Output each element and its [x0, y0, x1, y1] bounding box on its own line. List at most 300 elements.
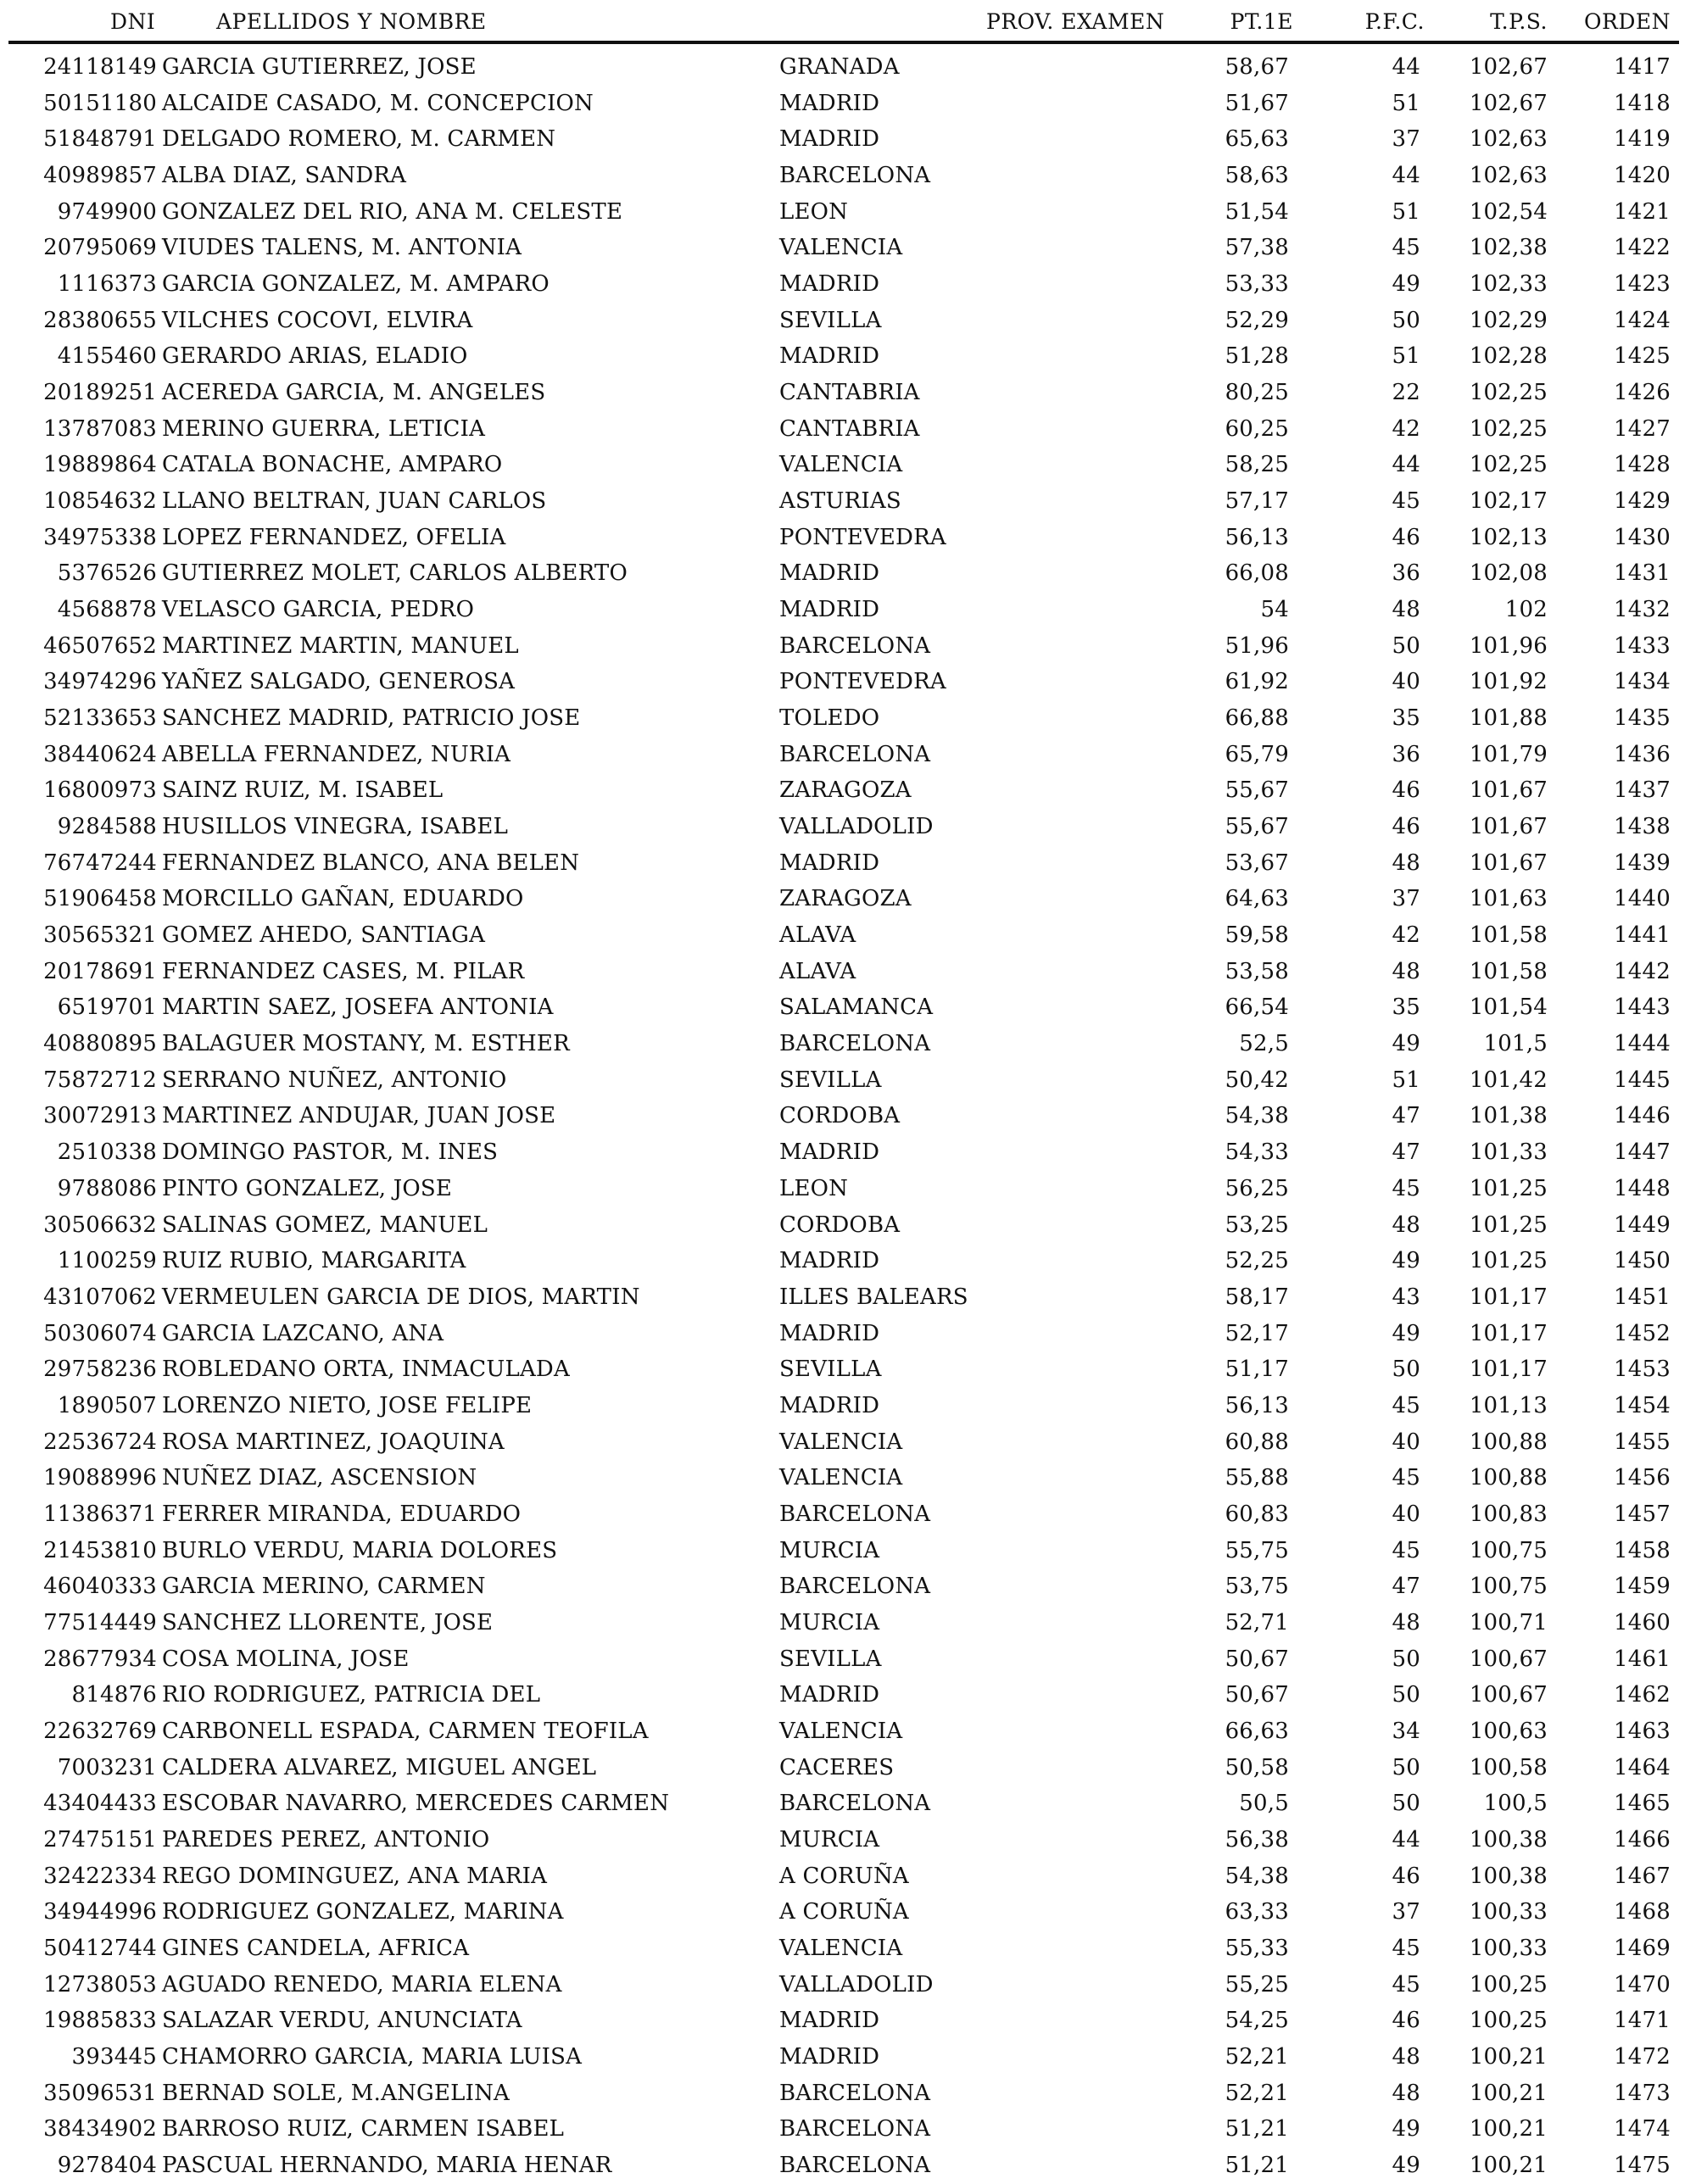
cell-prov-examen: MADRID: [779, 597, 880, 623]
table-row: [0, 1460, 1696, 1496]
header-prov-examen: PROV. EXAMEN: [986, 9, 1165, 34]
cell-pt1e: 58,25: [1225, 452, 1289, 478]
cell-orden: 1419: [1614, 126, 1671, 153]
table-row: [0, 737, 1696, 773]
cell-name: BERNAD SOLE, M.ANGELINA: [162, 2080, 510, 2106]
cell-tps: 101,92: [1469, 669, 1548, 695]
cell-tps: 101,67: [1469, 777, 1548, 804]
cell-orden: 1473: [1614, 2080, 1671, 2106]
table-row: [0, 1894, 1696, 1930]
cell-pt1e: 54,33: [1225, 1139, 1289, 1166]
cell-dni: 12738053: [43, 1971, 157, 1997]
cell-dni: 19885833: [43, 2008, 157, 2034]
cell-dni: 43404433: [43, 1791, 157, 1817]
cell-prov-examen: CANTABRIA: [779, 415, 920, 442]
cell-prov-examen: TOLEDO: [779, 705, 880, 732]
table-row: [0, 1316, 1696, 1352]
cell-pt1e: 50,5: [1239, 1791, 1289, 1817]
cell-pt1e: 52,5: [1239, 1031, 1289, 1057]
table-row: [0, 700, 1696, 737]
cell-orden: 1435: [1614, 705, 1671, 732]
header-name: APELLIDOS Y NOMBRE: [216, 9, 487, 34]
cell-orden: 1443: [1614, 994, 1671, 1021]
cell-name: VILCHES COCOVI, ELVIRA: [162, 307, 473, 333]
cell-pt1e: 63,33: [1225, 1899, 1289, 1925]
cell-tps: 102: [1504, 597, 1548, 623]
cell-pfc: 42: [1392, 922, 1420, 949]
cell-dni: 27475151: [43, 1826, 157, 1852]
cell-orden: 1440: [1614, 886, 1671, 912]
cell-prov-examen: ALAVA: [779, 922, 856, 949]
cell-orden: 1437: [1614, 777, 1671, 804]
table-row: [0, 266, 1696, 303]
cell-orden: 1462: [1614, 1682, 1671, 1708]
cell-dni: 77514449: [43, 1609, 157, 1635]
cell-tps: 102,29: [1469, 307, 1548, 333]
cell-name: BURLO VERDU, MARIA DOLORES: [162, 1537, 558, 1563]
cell-pfc: 45: [1392, 1935, 1420, 1961]
cell-pt1e: 55,67: [1225, 777, 1289, 804]
cell-pt1e: 53,58: [1225, 958, 1289, 984]
cell-pfc: 50: [1392, 1791, 1420, 1817]
cell-pt1e: 65,79: [1225, 741, 1289, 767]
cell-tps: 100,21: [1469, 2080, 1548, 2106]
cell-orden: 1427: [1614, 415, 1671, 442]
table-row: [0, 520, 1696, 556]
cell-dni: 34974296: [43, 669, 157, 695]
cell-pfc: 50: [1392, 632, 1420, 659]
table-row: [0, 917, 1696, 954]
table-row: [0, 1750, 1696, 1786]
cell-dni: 7003231: [57, 1754, 157, 1780]
cell-dni: 30072913: [43, 1103, 157, 1129]
cell-name: VIUDES TALENS, M. ANTONIA: [162, 235, 522, 261]
cell-prov-examen: MADRID: [779, 1392, 880, 1418]
cell-tps: 101,17: [1469, 1357, 1548, 1383]
cell-dni: 30506632: [43, 1212, 157, 1238]
cell-name: GARCIA LAZCANO, ANA: [162, 1320, 444, 1346]
cell-dni: 40880895: [43, 1031, 157, 1057]
table-row: [0, 375, 1696, 411]
cell-pfc: 47: [1392, 1574, 1420, 1600]
cell-name: GARCIA GONZALEZ, M. AMPARO: [162, 271, 550, 298]
cell-prov-examen: VALLADOLID: [779, 1971, 934, 1997]
cell-pt1e: 60,25: [1225, 415, 1289, 442]
cell-name: RUIZ RUBIO, MARGARITA: [162, 1248, 466, 1274]
cell-prov-examen: BARCELONA: [779, 2080, 931, 2106]
cell-orden: 1460: [1614, 1609, 1671, 1635]
cell-dni: 50151180: [43, 90, 157, 116]
cell-orden: 1423: [1614, 271, 1671, 298]
cell-pt1e: 61,92: [1225, 669, 1289, 695]
cell-tps: 100,67: [1469, 1646, 1548, 1672]
table-row: [0, 2039, 1696, 2075]
cell-pfc: 44: [1392, 54, 1420, 80]
cell-pt1e: 55,67: [1225, 814, 1289, 840]
cell-name: MARTINEZ ANDUJAR, JUAN JOSE: [162, 1103, 556, 1129]
cell-pfc: 51: [1392, 90, 1420, 116]
cell-prov-examen: CORDOBA: [779, 1212, 901, 1238]
cell-tps: 100,88: [1469, 1465, 1548, 1491]
cell-tps: 101,96: [1469, 632, 1548, 659]
cell-pfc: 45: [1392, 1175, 1420, 1201]
cell-pfc: 50: [1392, 1646, 1420, 1672]
cell-prov-examen: MADRID: [779, 1320, 880, 1346]
cell-orden: 1470: [1614, 1971, 1671, 1997]
cell-name: VERMEULEN GARCIA DE DIOS, MARTIN: [162, 1284, 640, 1310]
cell-pt1e: 80,25: [1225, 380, 1289, 406]
cell-pfc: 46: [1392, 2008, 1420, 2034]
cell-dni: 28380655: [43, 307, 157, 333]
cell-tps: 102,25: [1469, 452, 1548, 478]
table-row: [0, 1134, 1696, 1171]
table-row: [0, 194, 1696, 231]
header-pt1e: PT.1E: [1230, 9, 1293, 34]
cell-prov-examen: CANTABRIA: [779, 380, 920, 406]
cell-prov-examen: ZARAGOZA: [779, 886, 912, 912]
cell-prov-examen: PONTEVEDRA: [779, 524, 946, 550]
cell-name: BARROSO RUIZ, CARMEN ISABEL: [162, 2116, 565, 2142]
cell-name: FERNANDEZ CASES, M. PILAR: [162, 958, 525, 984]
table-row: [0, 1098, 1696, 1134]
cell-pt1e: 51,17: [1225, 1357, 1289, 1383]
cell-tps: 102,13: [1469, 524, 1548, 550]
cell-tps: 100,21: [1469, 2116, 1548, 2142]
cell-name: PINTO GONZALEZ, JOSE: [162, 1175, 453, 1201]
table-row: [0, 1641, 1696, 1678]
cell-name: ALCAIDE CASADO, M. CONCEPCION: [162, 90, 594, 116]
cell-pt1e: 58,67: [1225, 54, 1289, 80]
cell-dni: 32422334: [43, 1863, 157, 1889]
cell-orden: 1456: [1614, 1465, 1671, 1491]
cell-pt1e: 60,83: [1225, 1501, 1289, 1527]
cell-prov-examen: PONTEVEDRA: [779, 669, 946, 695]
cell-name: MERINO GUERRA, LETICIA: [162, 415, 486, 442]
cell-dni: 1890507: [57, 1392, 157, 1418]
cell-pfc: 43: [1392, 1284, 1420, 1310]
table-row: [0, 1605, 1696, 1641]
cell-tps: 101,25: [1469, 1248, 1548, 1274]
cell-tps: 101,17: [1469, 1284, 1548, 1310]
cell-name: GUTIERREZ MOLET, CARLOS ALBERTO: [162, 560, 628, 587]
cell-name: GARCIA GUTIERREZ, JOSE: [162, 54, 477, 80]
cell-pt1e: 51,54: [1225, 198, 1289, 225]
cell-pfc: 37: [1392, 886, 1420, 912]
cell-dni: 46507652: [43, 632, 157, 659]
cell-orden: 1442: [1614, 958, 1671, 984]
table-row: [0, 1171, 1696, 1207]
cell-name: GOMEZ AHEDO, SANTIAGA: [162, 922, 486, 949]
cell-name: NUÑEZ DIAZ, ASCENSION: [162, 1465, 477, 1491]
cell-pfc: 49: [1392, 1031, 1420, 1057]
cell-prov-examen: SEVILLA: [779, 1357, 882, 1383]
cell-dni: 38434902: [43, 2116, 157, 2142]
cell-pfc: 45: [1392, 235, 1420, 261]
cell-pt1e: 56,25: [1225, 1175, 1289, 1201]
header-tps: T.P.S.: [1490, 9, 1548, 34]
table-row: [0, 628, 1696, 665]
cell-pt1e: 51,21: [1225, 2152, 1289, 2178]
cell-orden: 1469: [1614, 1935, 1671, 1961]
cell-pt1e: 65,63: [1225, 126, 1289, 153]
table-row: [0, 230, 1696, 266]
cell-prov-examen: MURCIA: [779, 1826, 880, 1852]
cell-tps: 100,71: [1469, 1609, 1548, 1635]
cell-prov-examen: ILLES BALEARS: [779, 1284, 968, 1310]
cell-pfc: 48: [1392, 850, 1420, 876]
cell-pt1e: 59,58: [1225, 922, 1289, 949]
cell-dni: 30565321: [43, 922, 157, 949]
cell-pfc: 51: [1392, 1067, 1420, 1093]
cell-dni: 5376526: [57, 560, 157, 587]
cell-tps: 100,63: [1469, 1718, 1548, 1744]
table-row: [0, 1822, 1696, 1858]
cell-prov-examen: A CORUÑA: [779, 1863, 909, 1889]
cell-tps: 100,21: [1469, 2152, 1548, 2178]
cell-orden: 1453: [1614, 1357, 1671, 1383]
cell-prov-examen: MADRID: [779, 2008, 880, 2034]
cell-pt1e: 55,25: [1225, 1971, 1289, 1997]
cell-orden: 1455: [1614, 1429, 1671, 1455]
cell-prov-examen: MADRID: [779, 90, 880, 116]
cell-orden: 1439: [1614, 850, 1671, 876]
cell-pt1e: 51,96: [1225, 632, 1289, 659]
cell-tps: 101,67: [1469, 814, 1548, 840]
cell-name: CATALA BONACHE, AMPARO: [162, 452, 503, 478]
table-row: [0, 121, 1696, 158]
cell-prov-examen: BARCELONA: [779, 1031, 931, 1057]
table-row: [0, 447, 1696, 483]
cell-pfc: 36: [1392, 741, 1420, 767]
cell-pt1e: 50,67: [1225, 1646, 1289, 1672]
cell-dni: 38440624: [43, 741, 157, 767]
cell-prov-examen: MADRID: [779, 1139, 880, 1166]
cell-pfc: 48: [1392, 958, 1420, 984]
cell-pt1e: 53,75: [1225, 1574, 1289, 1600]
cell-name: PASCUAL HERNANDO, MARIA HENAR: [162, 2152, 612, 2178]
cell-name: LLANO BELTRAN, JUAN CARLOS: [162, 488, 547, 515]
cell-name: RODRIGUEZ GONZALEZ, MARINA: [162, 1899, 564, 1925]
cell-prov-examen: BARCELONA: [779, 2116, 931, 2142]
cell-dni: 34975338: [43, 524, 157, 550]
cell-orden: 1461: [1614, 1646, 1671, 1672]
cell-orden: 1454: [1614, 1392, 1671, 1418]
cell-tps: 101,33: [1469, 1139, 1548, 1166]
cell-tps: 100,75: [1469, 1537, 1548, 1563]
cell-dni: 393445: [71, 2043, 157, 2070]
cell-name: SANCHEZ LLORENTE, JOSE: [162, 1609, 494, 1635]
cell-dni: 2510338: [57, 1139, 157, 1166]
cell-tps: 102,63: [1469, 126, 1548, 153]
cell-tps: 102,25: [1469, 380, 1548, 406]
cell-pt1e: 50,67: [1225, 1682, 1289, 1708]
table-row: [0, 1424, 1696, 1461]
cell-tps: 100,58: [1469, 1754, 1548, 1780]
cell-tps: 100,67: [1469, 1682, 1548, 1708]
cell-prov-examen: BARCELONA: [779, 2152, 931, 2178]
cell-prov-examen: ALAVA: [779, 958, 856, 984]
cell-name: SALINAS GOMEZ, MANUEL: [162, 1212, 488, 1238]
cell-orden: 1468: [1614, 1899, 1671, 1925]
cell-prov-examen: MADRID: [779, 126, 880, 153]
cell-orden: 1471: [1614, 2008, 1671, 2034]
cell-dni: 16800973: [43, 777, 157, 804]
cell-pt1e: 55,33: [1225, 1935, 1289, 1961]
cell-orden: 1429: [1614, 488, 1671, 515]
cell-prov-examen: BARCELONA: [779, 1791, 931, 1817]
cell-pfc: 49: [1392, 2152, 1420, 2178]
cell-pt1e: 66,54: [1225, 994, 1289, 1021]
cell-name: SALAZAR VERDU, ANUNCIATA: [162, 2008, 522, 2034]
cell-orden: 1441: [1614, 922, 1671, 949]
cell-dni: 51848791: [43, 126, 157, 153]
table-row: [0, 555, 1696, 592]
cell-pfc: 40: [1392, 1429, 1420, 1455]
cell-tps: 102,54: [1469, 198, 1548, 225]
table-row: [0, 772, 1696, 809]
cell-pfc: 40: [1392, 669, 1420, 695]
cell-pt1e: 52,21: [1225, 2080, 1289, 2106]
cell-tps: 100,25: [1469, 1971, 1548, 1997]
cell-dni: 19889864: [43, 452, 157, 478]
cell-tps: 100,83: [1469, 1501, 1548, 1527]
cell-dni: 20178691: [43, 958, 157, 984]
cell-dni: 22632769: [43, 1718, 157, 1744]
table-row: [0, 86, 1696, 122]
cell-pt1e: 54,38: [1225, 1863, 1289, 1889]
cell-prov-examen: MURCIA: [779, 1537, 880, 1563]
cell-pt1e: 55,75: [1225, 1537, 1289, 1563]
cell-name: VELASCO GARCIA, PEDRO: [162, 597, 475, 623]
cell-orden: 1425: [1614, 343, 1671, 370]
cell-pfc: 44: [1392, 163, 1420, 189]
cell-pfc: 51: [1392, 343, 1420, 370]
cell-prov-examen: VALENCIA: [779, 1429, 903, 1455]
cell-tps: 100,25: [1469, 2008, 1548, 2034]
cell-pfc: 49: [1392, 1248, 1420, 1274]
cell-prov-examen: A CORUÑA: [779, 1899, 909, 1925]
cell-pt1e: 58,63: [1225, 163, 1289, 189]
cell-name: ALBA DIAZ, SANDRA: [162, 163, 407, 189]
cell-name: MARTIN SAEZ, JOSEFA ANTONIA: [162, 994, 554, 1021]
table-row: [0, 1351, 1696, 1388]
cell-name: YAÑEZ SALGADO, GENEROSA: [162, 669, 516, 695]
cell-pt1e: 56,13: [1225, 1392, 1289, 1418]
cell-dni: 21453810: [43, 1537, 157, 1563]
cell-pfc: 45: [1392, 488, 1420, 515]
cell-pt1e: 56,38: [1225, 1826, 1289, 1852]
cell-pt1e: 53,67: [1225, 850, 1289, 876]
cell-pfc: 46: [1392, 777, 1420, 804]
cell-orden: 1421: [1614, 198, 1671, 225]
cell-tps: 101,25: [1469, 1175, 1548, 1201]
cell-pfc: 45: [1392, 1465, 1420, 1491]
cell-orden: 1428: [1614, 452, 1671, 478]
cell-prov-examen: MADRID: [779, 2043, 880, 2070]
cell-tps: 102,63: [1469, 163, 1548, 189]
cell-tps: 100,38: [1469, 1863, 1548, 1889]
cell-pfc: 37: [1392, 126, 1420, 153]
cell-pfc: 37: [1392, 1899, 1420, 1925]
cell-orden: 1448: [1614, 1175, 1671, 1201]
cell-prov-examen: VALENCIA: [779, 235, 903, 261]
table-row: [0, 1568, 1696, 1605]
cell-orden: 1431: [1614, 560, 1671, 587]
table-row: [0, 1713, 1696, 1750]
table-row: [0, 1243, 1696, 1279]
table-row: [0, 954, 1696, 990]
cell-dni: 9788086: [57, 1175, 157, 1201]
cell-dni: 6519701: [57, 994, 157, 1021]
cell-dni: 9749900: [57, 198, 157, 225]
cell-dni: 4155460: [57, 343, 157, 370]
cell-pt1e: 64,63: [1225, 886, 1289, 912]
cell-name: ACEREDA GARCIA, M. ANGELES: [162, 380, 546, 406]
cell-prov-examen: VALENCIA: [779, 1465, 903, 1491]
cell-prov-examen: CORDOBA: [779, 1103, 901, 1129]
cell-name: GINES CANDELA, AFRICA: [162, 1935, 470, 1961]
cell-pt1e: 53,33: [1225, 271, 1289, 298]
header-dni: DNI: [110, 9, 156, 34]
cell-name: ABELLA FERNANDEZ, NURIA: [162, 741, 511, 767]
cell-dni: 1100259: [57, 1248, 157, 1274]
table-row: [0, 1677, 1696, 1713]
table-row: [0, 989, 1696, 1026]
cell-name: LORENZO NIETO, JOSE FELIPE: [162, 1392, 533, 1418]
cell-prov-examen: BARCELONA: [779, 163, 931, 189]
cell-orden: 1452: [1614, 1320, 1671, 1346]
cell-dni: 9284588: [57, 814, 157, 840]
table-row: [0, 1026, 1696, 1062]
cell-orden: 1432: [1614, 597, 1671, 623]
cell-dni: 4568878: [57, 597, 157, 623]
cell-name: CHAMORRO GARCIA, MARIA LUISA: [162, 2043, 583, 2070]
cell-name: SANCHEZ MADRID, PATRICIO JOSE: [162, 705, 581, 732]
cell-prov-examen: ASTURIAS: [779, 488, 901, 515]
cell-prov-examen: SEVILLA: [779, 1646, 882, 1672]
cell-name: DELGADO ROMERO, M. CARMEN: [162, 126, 556, 153]
cell-pfc: 48: [1392, 597, 1420, 623]
cell-dni: 13787083: [43, 415, 157, 442]
cell-tps: 100,33: [1469, 1935, 1548, 1961]
cell-dni: 24118149: [43, 54, 157, 80]
cell-tps: 101,58: [1469, 922, 1548, 949]
cell-pt1e: 52,71: [1225, 1609, 1289, 1635]
table-row: [0, 338, 1696, 375]
cell-pt1e: 51,28: [1225, 343, 1289, 370]
cell-pfc: 49: [1392, 271, 1420, 298]
cell-pfc: 35: [1392, 994, 1420, 1021]
cell-prov-examen: MADRID: [779, 1248, 880, 1274]
table-row: [0, 881, 1696, 917]
cell-pfc: 36: [1392, 560, 1420, 587]
cell-name: MARTINEZ MARTIN, MANUEL: [162, 632, 519, 659]
cell-name: SERRANO NUÑEZ, ANTONIO: [162, 1067, 507, 1093]
cell-dni: 20795069: [43, 235, 157, 261]
cell-pt1e: 56,13: [1225, 524, 1289, 550]
cell-tps: 100,33: [1469, 1899, 1548, 1925]
cell-pt1e: 58,17: [1225, 1284, 1289, 1310]
cell-orden: 1447: [1614, 1139, 1671, 1166]
cell-prov-examen: VALENCIA: [779, 1718, 903, 1744]
cell-name: GONZALEZ DEL RIO, ANA M. CELESTE: [162, 198, 623, 225]
cell-name: FERRER MIRANDA, EDUARDO: [162, 1501, 522, 1527]
table-row: [0, 1786, 1696, 1822]
cell-pfc: 49: [1392, 2116, 1420, 2142]
cell-pfc: 50: [1392, 1682, 1420, 1708]
cell-prov-examen: LEON: [779, 198, 849, 225]
cell-pfc: 50: [1392, 1357, 1420, 1383]
